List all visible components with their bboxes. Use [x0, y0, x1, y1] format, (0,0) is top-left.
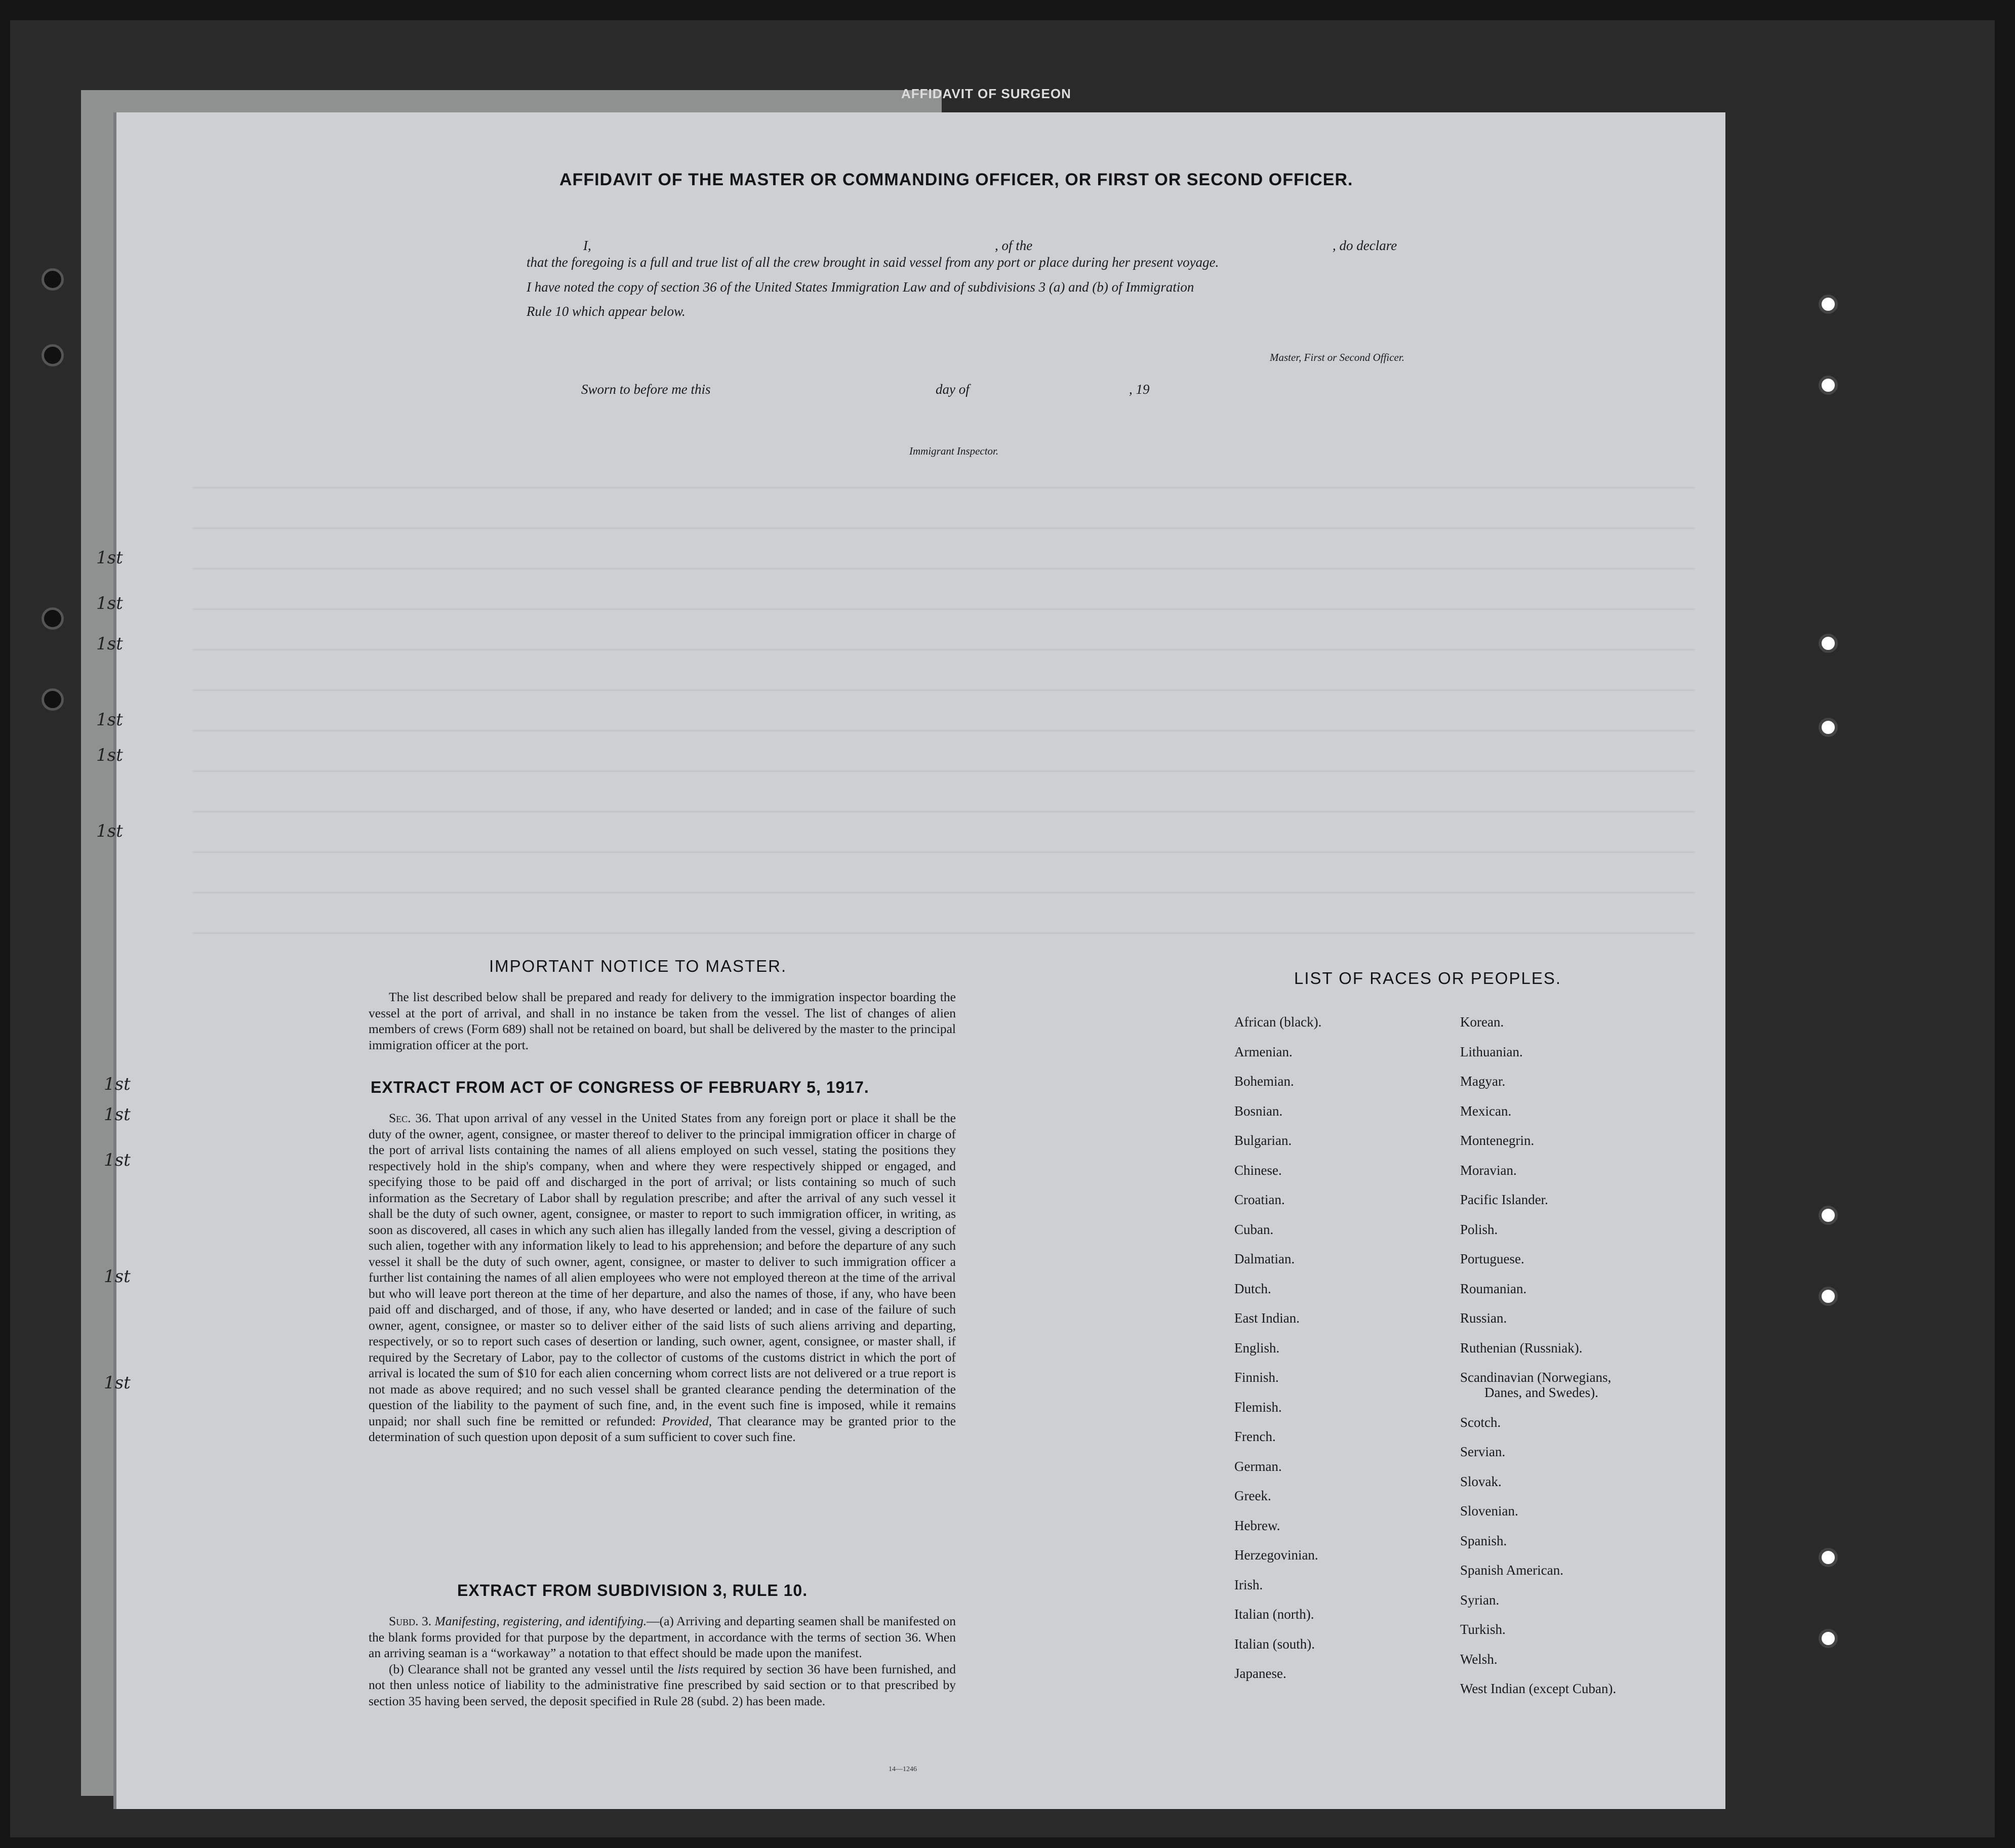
race-item: Bulgarian. — [1234, 1133, 1292, 1148]
race-item: Slovak. — [1460, 1473, 1502, 1489]
race-item: Scandinavian (Norwegians, — [1460, 1370, 1611, 1385]
race-item: Servian. — [1460, 1444, 1506, 1459]
top-strip-label: AFFIDAVIT OF SURGEON — [901, 86, 1071, 101]
race-item: Korean. — [1460, 1014, 1504, 1030]
race-item: Turkish. — [1460, 1622, 1506, 1637]
margin-mark: 1st — [104, 1104, 131, 1125]
race-item: Croatian. — [1234, 1192, 1285, 1207]
act-body-end: That clearance may be granted prior to the determination of such question upon deposit of a sum sufficient to cover such fine. — [369, 1413, 956, 1444]
affidavit-line2: that the foregoing is a full and true list of all the crew brought in said vessel from any port or place during her present voyage. — [527, 255, 1219, 270]
para-a: —(a) Arriving and departing seamen shall be manifested on the blank forms provided for that purpose by the department, in accordance with the terms of section 36. When an arriving seaman is a “workaway” a notation to that effect should be made upon the manifest. — [369, 1614, 956, 1660]
affidavit-line4: Rule 10 which appear below. — [527, 304, 686, 319]
punch-hole — [1819, 1206, 1838, 1225]
notice-body: The list described below shall be prepared and ready for delivery to the immigration inspector boarding the vessel at the port of arrival, and shall in no instance be taken from the vessel. The list of changes of alien members of crews (Form 689) shall not be retained on board, but shall be delivered by the master to the principal immigration officer at the port. — [369, 990, 956, 1052]
race-item: Bohemian. — [1234, 1074, 1294, 1089]
punch-hole — [1819, 1287, 1838, 1306]
race-item: Flemish. — [1234, 1399, 1282, 1415]
race-item: Irish. — [1234, 1577, 1263, 1592]
race-item: Portuguese. — [1460, 1251, 1524, 1266]
binder-hole — [42, 607, 64, 630]
affidavit-line1-mid: , of the — [995, 238, 1033, 253]
race-item: Greek. — [1234, 1488, 1271, 1503]
sworn-line-day: day of — [936, 382, 970, 397]
race-item: Herzegovinian. — [1234, 1547, 1318, 1563]
margin-mark: 1st — [104, 1373, 131, 1393]
race-item: African (black). — [1234, 1014, 1322, 1030]
punch-hole — [1819, 376, 1838, 395]
margin-mark: 1st — [104, 1266, 131, 1287]
affidavit-line1-end: , do declare — [1333, 238, 1397, 253]
margin-mark: 1st — [96, 710, 123, 730]
race-item: German. — [1234, 1458, 1282, 1474]
binder-hole — [42, 344, 64, 366]
race-item: Danes, and Swedes). — [1484, 1385, 1598, 1400]
race-item: Russian. — [1460, 1310, 1507, 1326]
race-item: Roumanian. — [1460, 1281, 1527, 1296]
punch-hole — [1819, 1629, 1838, 1648]
sworn-line-start: Sworn to before me this — [581, 382, 711, 397]
punch-hole — [1819, 718, 1838, 737]
affidavit-line3: I have noted the copy of section 36 of the United States Immigration Law and of subdivisions 3 (a) and (b) of Immigration — [527, 279, 1194, 295]
race-item: Cuban. — [1234, 1221, 1274, 1237]
punch-hole — [1819, 634, 1838, 653]
race-item: Finnish. — [1234, 1370, 1279, 1385]
race-item: Spanish. — [1460, 1533, 1507, 1548]
notice-heading: IMPORTANT NOTICE TO MASTER. — [489, 957, 787, 975]
race-item: East Indian. — [1234, 1310, 1300, 1326]
rule-extract-text — [369, 1613, 956, 1709]
race-item: Polish. — [1460, 1221, 1498, 1237]
act-body: That upon arrival of any vessel in the United States from any foreign port or place it shall be the duty of the owner, agent, consignee, or master thereof to deliver to the principal immigration officer in charge of the port of arrival lists containing the names of all aliens employed on such vessel, stating the positions they respectively hold in the ship's company, when and where they were respectively shipped or engaged, and specifying those to be paid off and discharged in the port of arrival; or lists containing so much of such information as the Secretary of Labor shall by regulation prescribe; and after the arrival of any such vessel it shall be the duty of such owner, agent, consignee, or master to report to such immigration officer, in writing, as soon as discovered, all cases in which any such alien has illegally landed from the vessel, giving a description of such alien, together with any information likely to lead to his apprehension; and before the departure of any such vessel it shall be the duty of such owner, agent, consignee, or master to deliver to such immigration officer a further list containing the names of all alien employees who were not employed thereon at the time of the arrival but who will leave port thereon at the time of her departure, and also the names of those, if any, who have been paid off and discharged, and of those, if any, who have deserted or landed; and in case of the failure of such owner, agent, consignee, or master so to deliver either of the said lists of such aliens arriving and departing, respectively, or so to report such cases of desertion or landing, such owner, agent, consignee, or master shall, if required by the Secretary of Labor, pay to the collector of customs of the customs district in which the port of arrival is located the sum of $10 for each alien concerning whom correct lists are not delivered or a true report is not made as above required; and no such vessel shall be granted clearance pending the determination of the question of the liability to the payment of such fine, and, in the event such fine is imposed, while it remains unpaid; nor shall such fine be remitted or refunded: — [369, 1111, 956, 1428]
act-extract-heading: EXTRACT FROM ACT OF CONGRESS OF FEBRUARY 5, 1917. — [371, 1078, 869, 1096]
race-item: English. — [1234, 1340, 1280, 1356]
race-item: Pacific Islander. — [1460, 1192, 1548, 1207]
margin-mark: 1st — [96, 745, 123, 765]
margin-mark: 1st — [96, 821, 123, 841]
manifest-page — [96, 112, 1725, 1809]
affidavit-heading: AFFIDAVIT OF THE MASTER OR COMMANDING OFFICER, OR FIRST OR SECOND OFFICER. — [559, 170, 1353, 189]
race-item: Bosnian. — [1234, 1103, 1283, 1119]
race-item: Magyar. — [1460, 1074, 1506, 1089]
margin-mark: 1st — [96, 634, 123, 654]
race-item: West Indian (except Cuban). — [1460, 1681, 1617, 1696]
margin-mark: 1st — [96, 593, 123, 613]
margin-mark: 1st — [104, 1150, 131, 1170]
subd-title: Manifesting, registering, and identifying. — [434, 1614, 647, 1628]
race-item: Moravian. — [1460, 1162, 1517, 1178]
race-item: Armenian. — [1234, 1044, 1293, 1059]
race-item: Ruthenian (Russniak). — [1460, 1340, 1583, 1356]
rule-extract-heading: EXTRACT FROM SUBDIVISION 3, RULE 10. — [457, 1581, 808, 1599]
provided-word: Provided, — [662, 1413, 712, 1428]
race-item: Dutch. — [1234, 1281, 1271, 1296]
race-item: Italian (north). — [1234, 1607, 1314, 1622]
race-item: Italian (south). — [1234, 1636, 1315, 1652]
act-extract-text — [369, 1110, 956, 1445]
race-item: Slovenian. — [1460, 1503, 1518, 1518]
race-item: Chinese. — [1234, 1162, 1282, 1178]
race-item: Montenegrin. — [1460, 1133, 1535, 1148]
sworn-line-year: , 19 — [1129, 382, 1150, 397]
notice-text — [369, 989, 956, 1053]
sec-label: Sec. 36. — [389, 1111, 432, 1125]
binder-hole — [42, 268, 64, 291]
race-item: Scotch. — [1460, 1414, 1501, 1430]
para-b-lists: lists — [677, 1661, 699, 1676]
race-item: Japanese. — [1234, 1666, 1286, 1681]
race-item: Dalmatian. — [1234, 1251, 1295, 1266]
form-number: 14—1246 — [889, 1765, 917, 1773]
para-b-start: (b) Clearance shall not be granted any vessel until the — [389, 1661, 674, 1676]
race-item: Spanish American. — [1460, 1563, 1563, 1578]
race-item: French. — [1234, 1429, 1276, 1444]
race-item: Welsh. — [1460, 1651, 1498, 1667]
race-item: Hebrew. — [1234, 1517, 1280, 1533]
races-heading: LIST OF RACES OR PEOPLES. — [1294, 969, 1562, 988]
affidavit-line1-start: I, — [583, 238, 591, 253]
master-signature-label: Master, First or Second Officer. — [1270, 351, 1404, 363]
inspector-label: Immigrant Inspector. — [909, 445, 999, 457]
punch-hole — [1819, 295, 1838, 314]
para-b-end: required by section 36 have been furnished, and not then unless notice of liability to the administrative fine prescribed by said section or to that prescribed by section 35 having been served, the deposit specified in Rule 28 (subd. 2) has been made. — [369, 1661, 956, 1708]
binder-hole — [42, 688, 64, 711]
race-item: Syrian. — [1460, 1592, 1500, 1608]
margin-mark: 1st — [104, 1074, 131, 1094]
subd-label: Subd. 3. — [389, 1614, 432, 1628]
punch-hole — [1819, 1548, 1838, 1567]
margin-mark: 1st — [96, 548, 123, 568]
race-item: Mexican. — [1460, 1103, 1512, 1119]
race-item: Lithuanian. — [1460, 1044, 1523, 1059]
